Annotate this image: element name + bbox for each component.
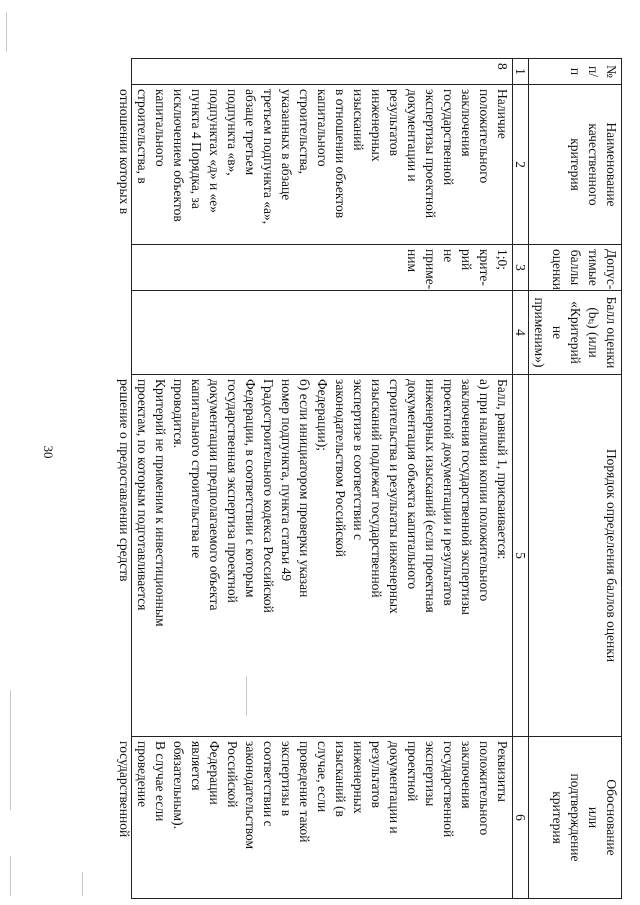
column-number: 6 xyxy=(513,737,529,899)
column-number: 3 xyxy=(513,245,529,291)
score-cell xyxy=(132,291,513,375)
row-number: 8 xyxy=(495,63,510,70)
column-number-row xyxy=(513,59,529,899)
criteria-table xyxy=(117,58,622,899)
header-number: № п/п xyxy=(529,59,622,85)
column-number: 5 xyxy=(513,375,529,737)
criterion-cell xyxy=(117,85,513,245)
column-number: 1 xyxy=(513,59,529,85)
table-header-row xyxy=(529,59,622,899)
header-justification: Обоснование или подтверждение критерия xyxy=(529,737,622,899)
rotated-page-content xyxy=(102,58,622,898)
scan-artifact xyxy=(82,872,83,896)
column-number: 4 xyxy=(513,291,529,375)
criterion-name: Наличие положительного заключения государственной экспертизы проектной документации и результатов инженерных изысканий в отношении объектов капитального строительства, указанных в абзаце третьем подпункта «а», абзаце третьем подпункта «в», подпунктах «д» и «е» пункта 4 Порядка, за исключением объектов капитального строительства, в отношении которых в xyxy=(117,89,510,225)
header-score: Балл оценки (bₜᵢ) (или «Критерий не применим») xyxy=(529,291,622,375)
score-value xyxy=(137,295,511,370)
procedure-text: Балл, равный 1, присваивается: а) при наличии копии положительного заключения государственной экспертизы проектной документации и результатов инженерных изысканий (если проектная документация объекта капитального строительства и результаты инженерных изысканий подлежат государственной экспертизе в соответствии с законодательством Российской Федерации); б) если инициатором проверки указан номер подпункта, пункта статьи 49 Градостроительного кодекса Российской Федерации, в соответствии с которым государственная экспертиза проектной документации предполагаемого объекта капитального строительства не проводится. Критерий не применим к инвестиционным проектам, по которым подготавливается решение о предоставлении средств xyxy=(117,379,510,627)
scan-artifact xyxy=(6,12,7,52)
procedure-cell xyxy=(117,375,513,737)
scan-artifact xyxy=(246,676,247,716)
justification-text: Реквизиты положительного заключения государственной экспертизы проектной документации и результатов инженерных изысканий (в случае, если проведение такой экспертизы в соответствии с законодательством Российской Федерации является обязательным). В случае если проведение государственной xyxy=(117,741,510,850)
allowed-scores-cell xyxy=(132,245,513,291)
table-row xyxy=(132,59,513,899)
scan-artifact xyxy=(10,690,11,810)
scan-artifact xyxy=(10,856,11,896)
allowed-scores: 1;0; крите- рий не приме- ним xyxy=(405,249,510,290)
row-number-cell xyxy=(132,59,513,85)
column-number: 2 xyxy=(513,85,529,245)
page-number: 30 xyxy=(41,445,56,459)
header-allowed-scores: Допус- тимые баллы оценки xyxy=(529,245,622,291)
justification-cell xyxy=(117,737,513,899)
header-criterion-name: Наименование качественного критерия xyxy=(529,85,622,245)
header-procedure: Порядок определения баллов оценки xyxy=(529,375,622,737)
